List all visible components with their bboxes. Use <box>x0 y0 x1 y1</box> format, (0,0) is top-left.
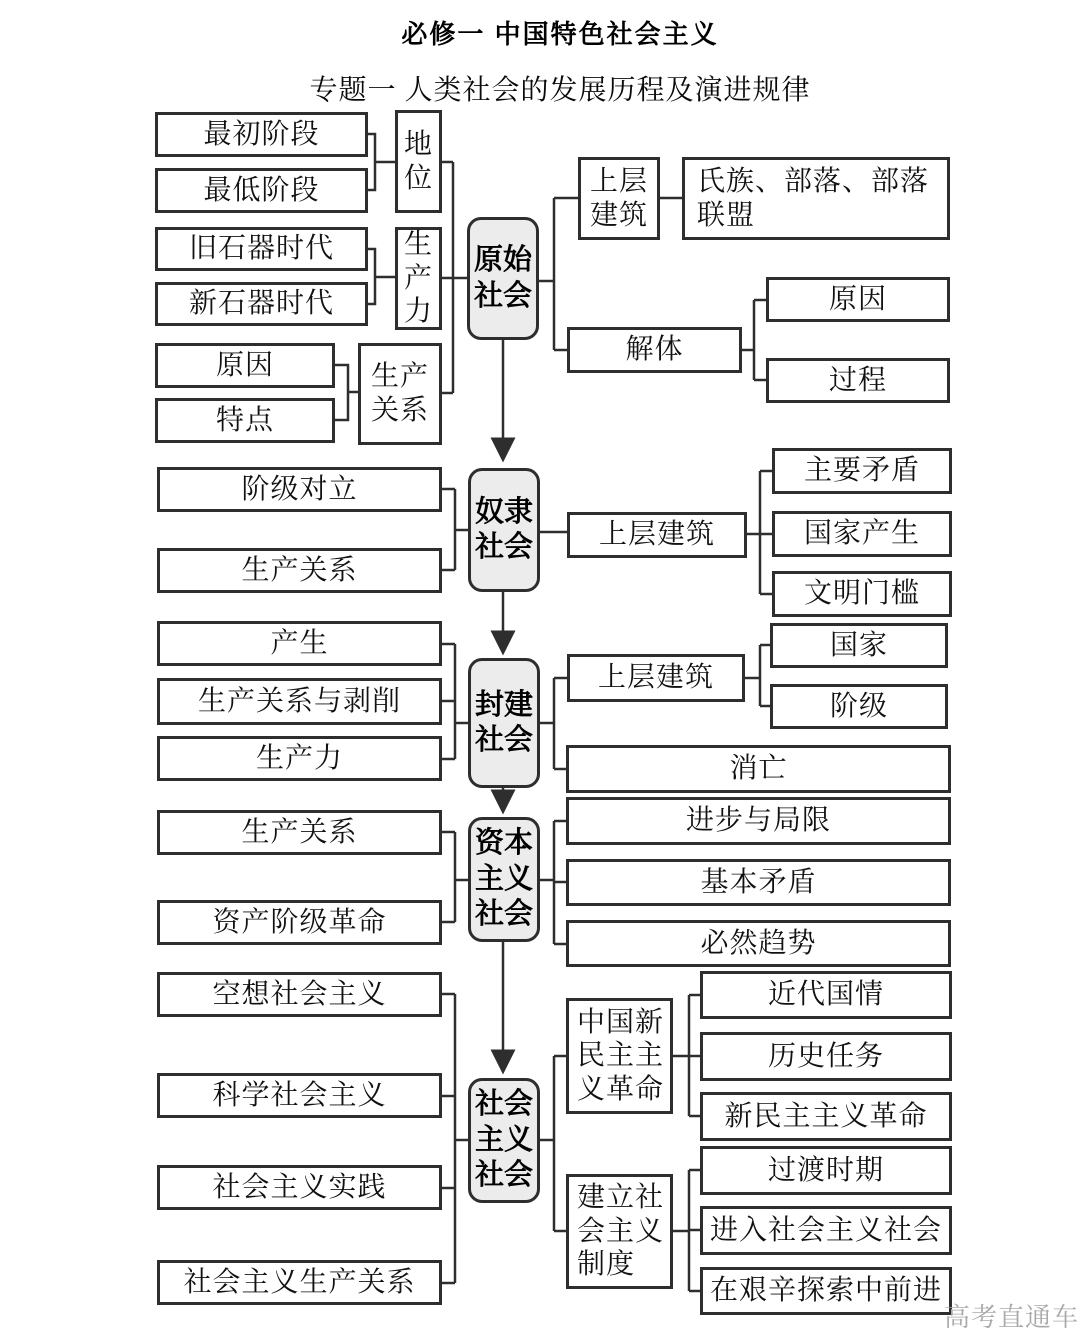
box-disintegration-cause: 原因 <box>766 277 950 322</box>
box-modern-national-conditions: 近代国情 <box>700 971 952 1019</box>
box-socialist-production-relations: 社会主义生产关系 <box>157 1260 442 1305</box>
box-superstructure: 上层建筑 <box>567 654 745 702</box>
box-transition-period: 过渡时期 <box>700 1146 952 1195</box>
box-paleolithic-era: 旧石器时代 <box>155 227 368 271</box>
box-advance-through-exploration: 在艰辛探索中前进 <box>700 1267 952 1315</box>
box-initial-stage: 最初阶段 <box>155 112 368 157</box>
stage-node-socialist-society: 社会主义社会 <box>468 1078 540 1203</box>
box-superstructure: 上层建筑 <box>567 512 747 558</box>
box-productivity-group: 生产力 <box>395 227 442 330</box>
box-socialist-practice: 社会主义实践 <box>157 1165 442 1210</box>
box-disintegration-process: 过程 <box>766 358 950 403</box>
box-status-group: 地位 <box>395 110 442 213</box>
box-class: 阶级 <box>770 684 948 729</box>
box-historical-tasks: 历史任务 <box>700 1032 952 1081</box>
stage-node-slave-society: 奴隶社会 <box>468 468 540 592</box>
watermark: 高考直通车 <box>944 1302 1080 1332</box>
page-subtitle: 专题一 人类社会的发展历程及演进规律 <box>309 75 811 106</box>
box-inevitable-trend: 必然趋势 <box>566 920 951 967</box>
box-new-democratic-revolution: 新民主主义革命 <box>700 1092 952 1141</box>
box-production-relations: 生产关系 <box>157 810 442 855</box>
box-state-emergence: 国家产生 <box>772 511 952 557</box>
box-bourgeois-revolution: 资产阶级革命 <box>157 900 442 945</box>
box-production-relations-exploitation: 生产关系与剥削 <box>157 678 442 725</box>
box-demise: 消亡 <box>566 745 951 793</box>
box-enter-socialist-society: 进入社会主义社会 <box>700 1206 952 1255</box>
stage-node-capitalist-society: 资本主义社会 <box>468 817 540 942</box>
box-class-opposition: 阶级对立 <box>157 467 442 512</box>
box-new-democratic-revolution-group: 中国新民主主义革命 <box>566 998 673 1114</box>
box-neolithic-era: 新石器时代 <box>155 282 368 326</box>
stage-node-feudal-society: 封建社会 <box>468 658 540 788</box>
box-lowest-stage: 最低阶段 <box>155 168 368 213</box>
box-state: 国家 <box>770 623 948 668</box>
box-utopian-socialism: 空想社会主义 <box>157 972 442 1017</box>
box-production-relations: 生产关系 <box>157 548 442 593</box>
box-cause: 原因 <box>155 343 335 388</box>
box-disintegration: 解体 <box>567 327 742 373</box>
box-emergence: 产生 <box>157 621 442 666</box>
box-clan-tribe-alliance: 氏族、部落、部落联盟 <box>682 157 950 240</box>
box-productivity: 生产力 <box>157 736 442 781</box>
box-characteristics: 特点 <box>155 398 335 443</box>
box-progress-limitations: 进步与局限 <box>566 797 951 845</box>
box-basic-contradiction: 基本矛盾 <box>566 859 951 906</box>
box-establish-socialist-system-group: 建立社会主义制度 <box>566 1174 673 1289</box>
box-main-contradiction: 主要矛盾 <box>772 448 952 494</box>
box-civilization-threshold: 文明门槛 <box>772 571 952 617</box>
box-scientific-socialism: 科学社会主义 <box>157 1073 442 1118</box>
box-superstructure: 上层建筑 <box>578 157 660 240</box>
page-title: 必修一 中国特色社会主义 <box>401 19 719 49</box>
box-production-relations-group: 生产关系 <box>358 343 442 445</box>
stage-node-primitive-society: 原始社会 <box>467 217 539 340</box>
